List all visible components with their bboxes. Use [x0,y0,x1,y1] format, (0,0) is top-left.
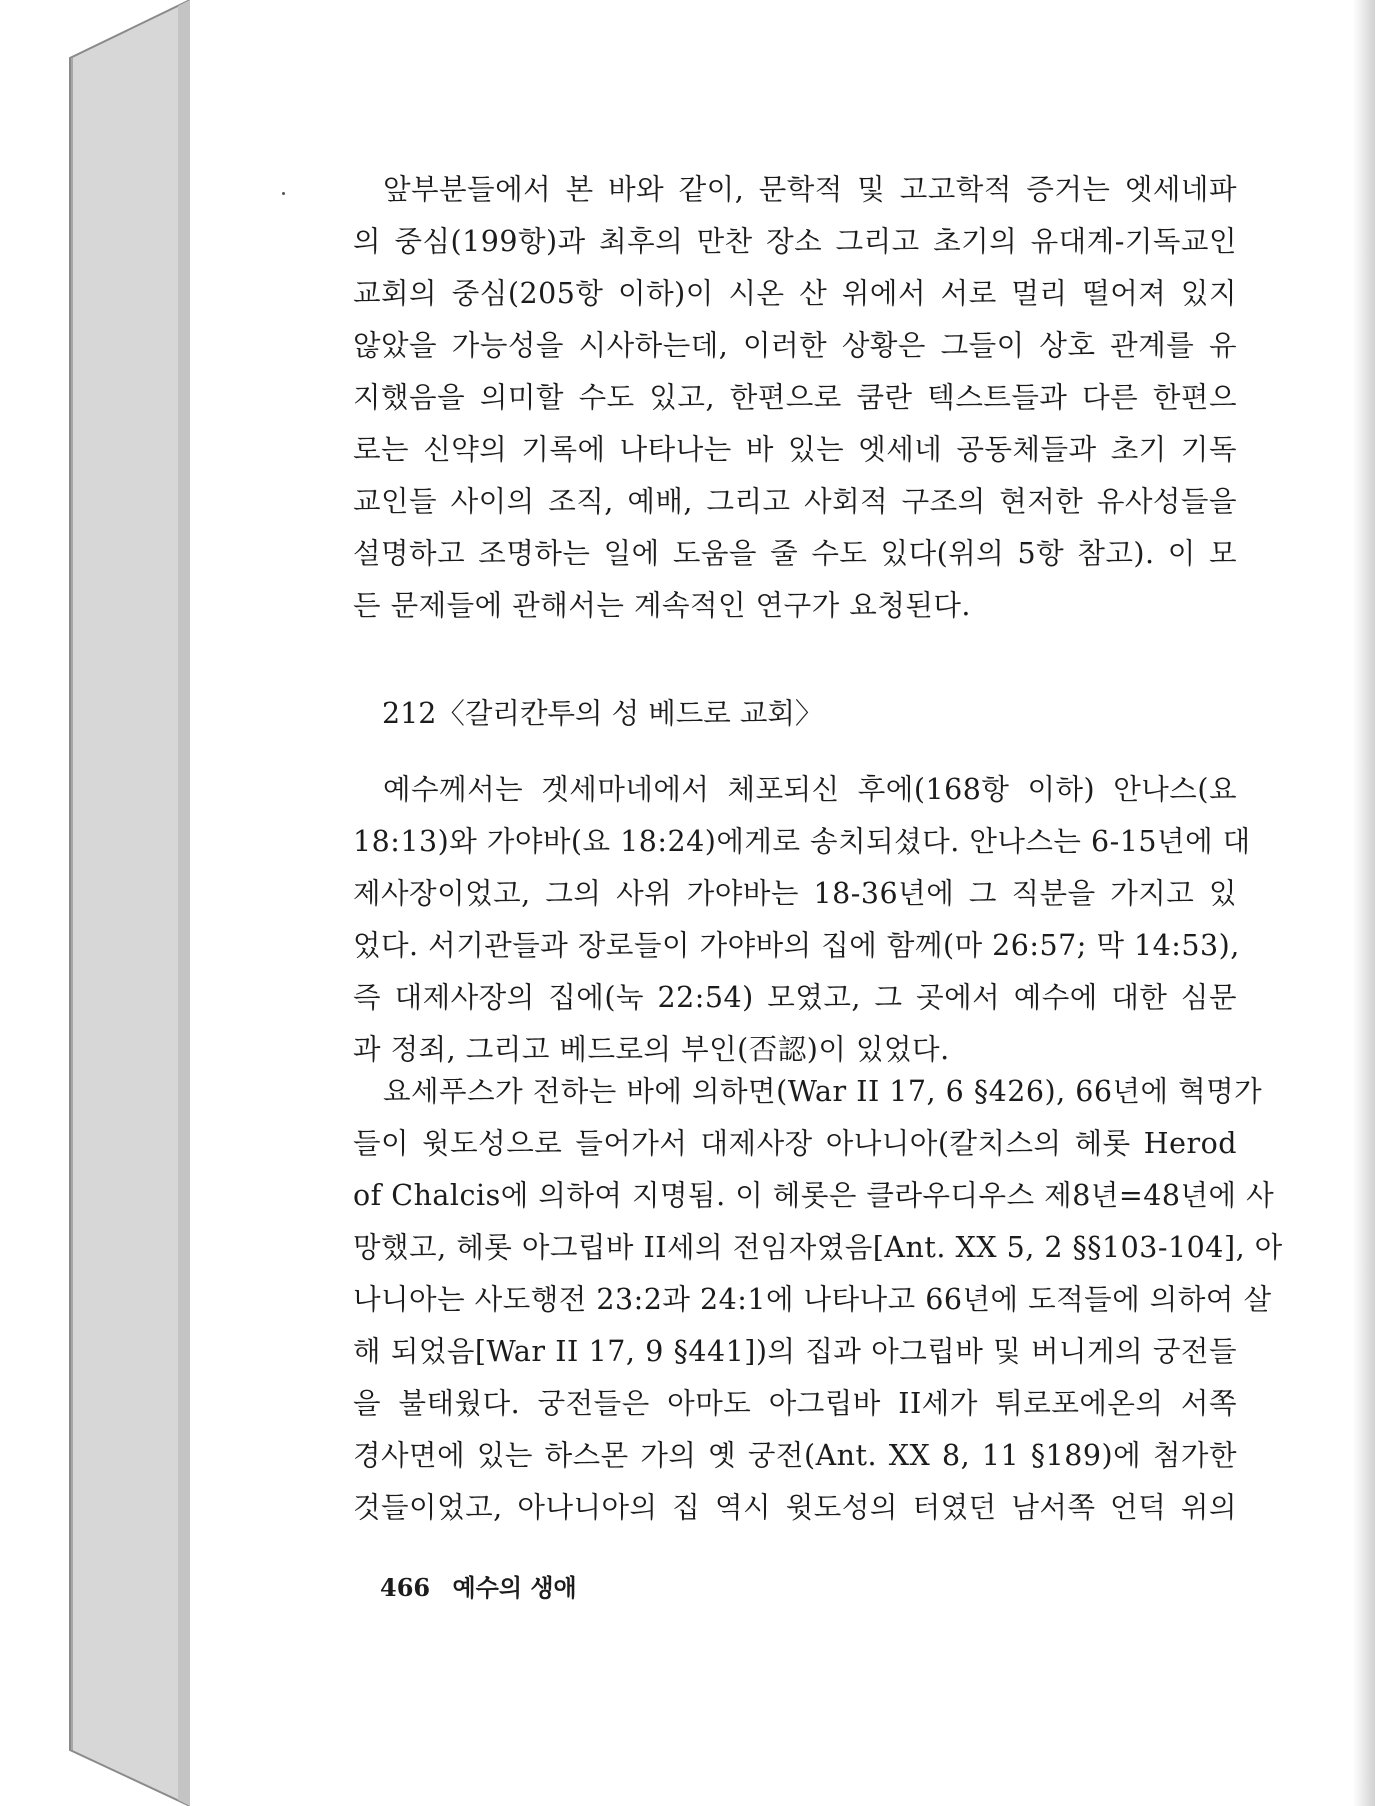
paragraph-josephus [353,1066,1283,1534]
text-line: 요세푸스가 전하는 바에 의하면(War II 17, 6 §426), 66년에 혁명가 [383,1075,1263,1108]
text-line: 설명하고 조명하는 일에 도움을 줄 수도 있다(위의 5항 참고). 이 모 [353,537,1237,570]
text-line: 제사장이었고, 그의 사위 가야바는 18-36년에 그 직분을 가지고 있 [353,877,1237,910]
text-line: 않았을 가능성을 시사하는데, 이러한 상황은 그들이 상호 관계를 유 [353,329,1237,362]
paragraph-arrest [353,764,1251,1076]
text-line: 즉 대제사장의 집에(눅 22:54) 모였고, 그 곳에서 예수에 대한 심문 [353,981,1237,1014]
text-line: 교회의 중심(205항 이하)이 시온 산 위에서 서로 멀리 떨어져 있지 [353,277,1237,310]
text-line: 앞부분들에서 본 바와 같이, 문학적 및 고고학적 증거는 엣세네파 [383,173,1237,206]
text-line: 망했고, 헤롯 아그립바 II세의 전임자였음[Ant. XX 5, 2 §§103-104], 아 [353,1231,1283,1264]
page-number: 466 [380,1573,431,1602]
text-line: 예수께서는 겟세마네에서 체포되신 후에(168항 이하) 안나스(요 [383,773,1237,806]
text-line: 들이 윗도성으로 들어가서 대제사장 아나니아(칼치스의 헤롯 Herod [353,1127,1237,1160]
text-line: 교인들 사이의 조직, 예배, 그리고 사회적 구조의 현저한 유사성들을 [353,485,1237,518]
text-line: 것들이었고, 아나니아의 집 역시 윗도성의 터였던 남서쪽 언덕 위의 [353,1491,1237,1524]
text-line: of Chalcis에 의하여 지명됨. 이 헤롯은 클라우디우스 제8년=48년에 사 [353,1179,1275,1212]
text-line: 과 정죄, 그리고 베드로의 부인(否認)이 있었다. [353,1033,950,1066]
section-heading: 212〈갈리칸투의 성 베드로 교회〉 [382,697,824,730]
text-line: 의 중심(199항)과 최후의 만찬 장소 그리고 초기의 유대계-기독교인 [353,225,1237,258]
page-footer [380,1568,591,1603]
text-line: 나니아는 사도행전 23:2과 24:1에 나타나고 66년에 도적들에 의하여 살 [353,1283,1272,1316]
text-line: 해 되었음[War II 17, 9 §441])의 집과 아그립바 및 버니게의 궁전들 [353,1335,1237,1368]
text-line: 을 불태웠다. 궁전들은 아마도 아그립바 II세가 튀로포에온의 서쪽 [353,1387,1237,1420]
text-line: 18:13)와 가야바(요 18:24)에게로 송치되셨다. 안나스는 6-15년에 대 [353,825,1251,858]
page-edge-shadow [1353,0,1375,1806]
paragraph-intro [353,164,1237,632]
stray-mark [282,192,285,195]
text-line: 로는 신약의 기록에 나타나는 바 있는 엣세네 공동체들과 초기 기독 [353,433,1237,466]
text-line: 지했음을 의미할 수도 있고, 한편으로 쿰란 텍스트들과 다른 한편으 [353,381,1237,414]
text-line: 경사면에 있는 하스몬 가의 옛 궁전(Ant. XX 8, 11 §189)에 첨가한 [353,1439,1237,1472]
running-title: 예수의 생애 [452,1573,577,1602]
text-line: 었다. 서기관들과 장로들이 가야바의 집에 함께(마 26:57; 막 14:53), [353,929,1240,962]
text-line: 든 문제들에 관해서는 계속적인 연구가 요청된다. [353,589,971,622]
